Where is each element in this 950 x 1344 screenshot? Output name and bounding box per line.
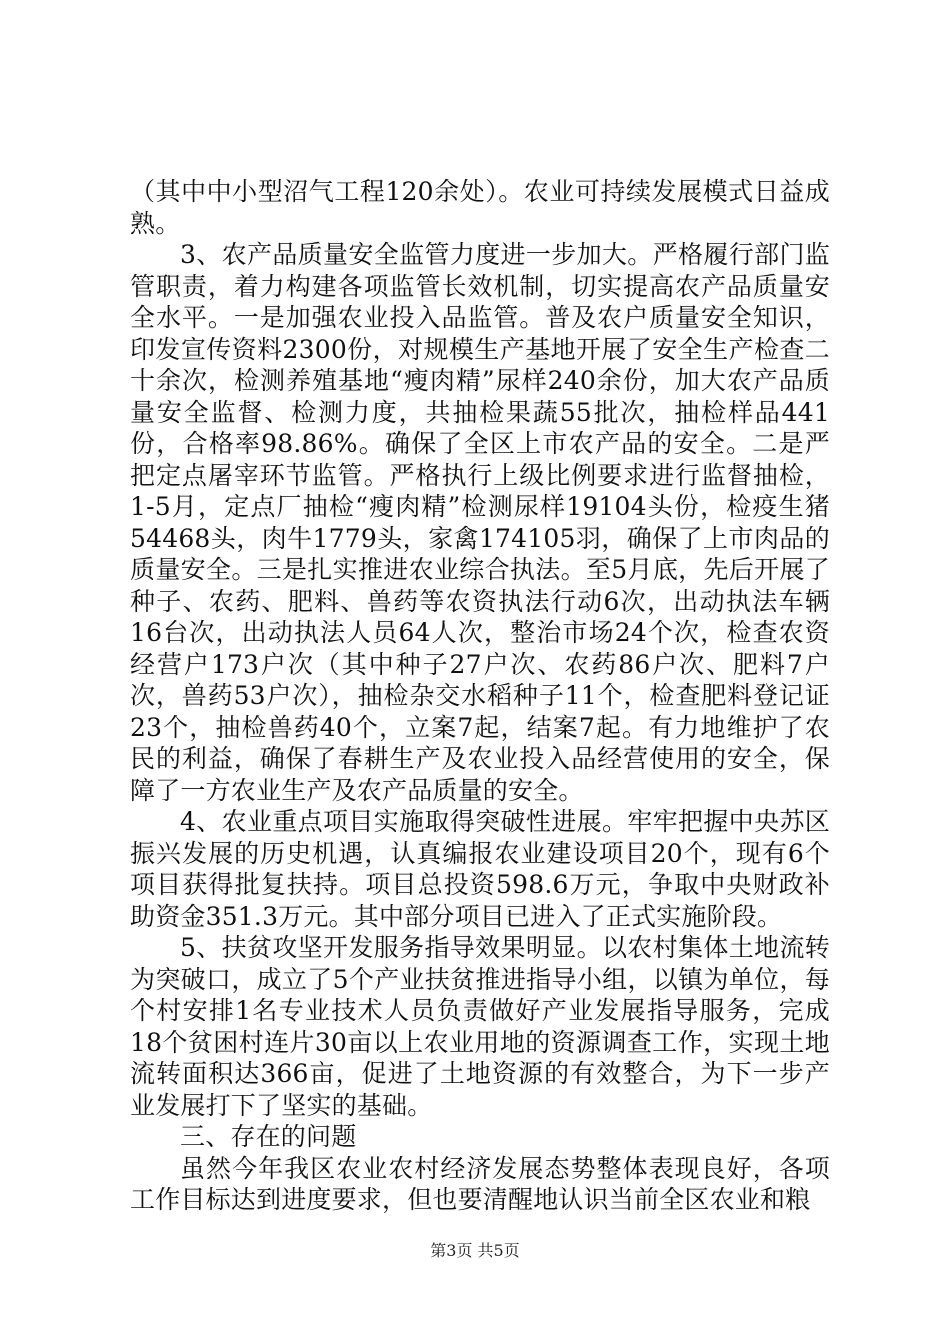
paragraph-key-projects: 4、农业重点项目实施取得突破性进展。牢牢把握中央苏区振兴发展的历史机遇，认真编报农业建设项目20个，现有6个项目获得批复扶持。项目总投资598.6万元，争取中央财政补助资金351.3万元。其中部分项目已进入了正式实施阶段。: [130, 807, 830, 931]
page-number-label: 第3页 共5页: [430, 1241, 520, 1260]
document-body: [130, 176, 830, 1216]
paragraph-problems-intro: 虽然今年我区农业农村经济发展态势整体表现良好，各项工作目标达到进度要求，但也要清醒地认识当前全区农业和粮: [130, 1153, 830, 1214]
section-heading-problems: 三、存在的问题: [180, 1122, 357, 1151]
page-footer: [0, 1238, 950, 1261]
paragraph-continuation: （其中中小型沼气工程120余处）。农业可持续发展模式日益成熟。: [130, 177, 830, 238]
paragraph-quality-safety: 3、农产品质量安全监管力度进一步加大。严格履行部门监管职责，着力构建各项监管长效机制，切实提高农产品质量安全水平。一是加强农业投入品监管。普及农户质量安全知识，印发宣传资料2300份，对规模生产基地开展了安全生产检查二十余次，检测养殖基地“瘦肉精”尿样240余份，加大农产品质量安全监督、检测力度，共抽检果蔬55批次，抽检样品441份，合格率98.86%。确保了全区上市农产品的安全。二是严把定点屠宰环节监管。严格执行上级比例要求进行监督抽检，1-5月，定点厂抽检“瘦肉精”检测尿样19104头份，检疫生猪54468头，肉牛1779头，家禽174105羽，确保了上市肉品的质量安全。三是扎实推进农业综合执法。至5月底，先后开展了种子、农药、肥料、兽药等农资执法行动6次，出动执法车辆16台次，出动执法人员64人次，整治市场24个次，检查农资经营户173户次（其中种子27户次、农药86户次、肥料7户次，兽药53户次），抽检杂交水稻种子11个，检查肥料登记证23个，抽检兽药40个，立案7起，结案7起。有力地维护了农民的利益，确保了春耕生产及农业投入品经营使用的安全，保障了一方农业生产及农产品质量的安全。: [130, 240, 830, 805]
paragraph-poverty-alleviation: 5、扶贫攻坚开发服务指导效果明显。以农村集体土地流转为突破口，成立了5个产业扶贫推进指导小组，以镇为单位，每个村安排1名专业技术人员负责做好产业发展指导服务，完成18个贫困村连片30亩以上农业用地的资源调查工作，实现土地流转面积达366亩，促进了土地资源的有效整合，为下一步产业发展打下了坚实的基础。: [130, 933, 830, 1120]
